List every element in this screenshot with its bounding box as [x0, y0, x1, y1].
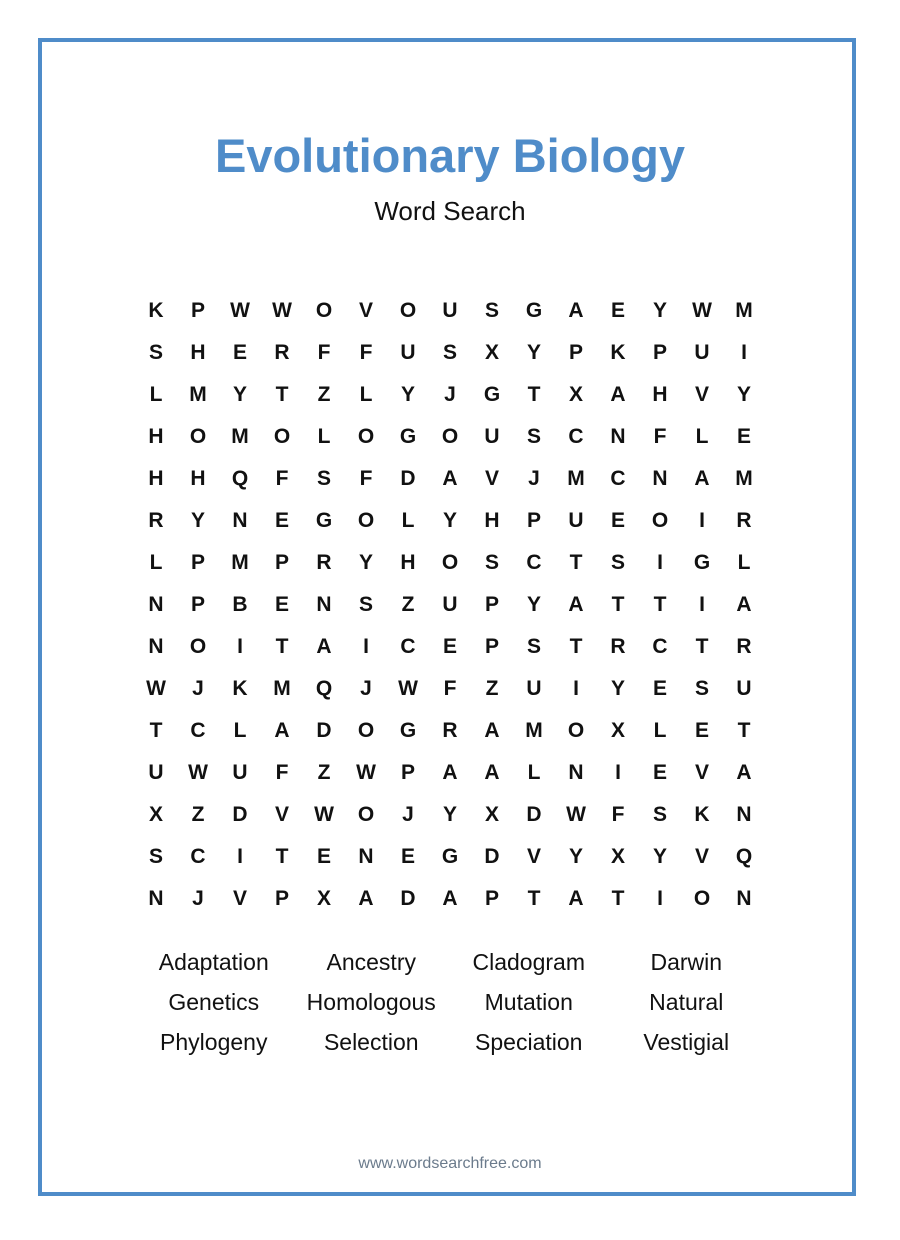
footer-url[interactable]: www.wordsearchfree.com — [358, 1155, 542, 1172]
grid-letter[interactable]: P — [190, 551, 205, 574]
grid-letter[interactable]: L — [233, 719, 247, 742]
grid-letter[interactable]: I — [699, 509, 705, 532]
grid-letter[interactable]: J — [528, 467, 540, 490]
page-subtitle: Word Search — [374, 196, 526, 226]
grid-letter[interactable]: R — [736, 635, 752, 658]
grid-letter[interactable]: Y — [442, 803, 457, 826]
grid-letter[interactable]: E — [610, 299, 625, 322]
grid-letter[interactable]: T — [695, 635, 709, 658]
grid-letter[interactable]: S — [526, 635, 541, 658]
grid-letter[interactable]: Q — [735, 845, 753, 868]
grid-letter[interactable]: I — [237, 635, 243, 658]
grid-letter[interactable]: Y — [232, 383, 247, 406]
grid-letter[interactable]: M — [231, 551, 249, 574]
grid-letter[interactable]: S — [526, 425, 541, 448]
grid-letter[interactable]: I — [741, 341, 747, 364]
grid-letter[interactable]: L — [401, 509, 415, 532]
word-list-item: Darwin — [650, 949, 723, 975]
grid-letter[interactable]: U — [232, 761, 248, 784]
grid-letter[interactable]: L — [737, 551, 751, 574]
grid-letter[interactable]: U — [568, 509, 584, 532]
grid-letter[interactable]: T — [611, 887, 625, 910]
grid-letter[interactable]: H — [484, 509, 500, 532]
grid-letter[interactable]: P — [484, 887, 499, 910]
grid-letter[interactable]: X — [316, 887, 331, 910]
grid-letter[interactable]: R — [736, 509, 752, 532]
grid-letter[interactable]: I — [237, 845, 243, 868]
grid-letter[interactable]: W — [566, 803, 586, 826]
grid-letter[interactable]: L — [149, 383, 163, 406]
grid-letter[interactable]: Z — [191, 803, 205, 826]
grid-letter[interactable]: Z — [317, 383, 331, 406]
grid-letter[interactable]: R — [610, 635, 626, 658]
grid-row — [135, 542, 765, 584]
grid-letter[interactable]: Y — [568, 845, 583, 868]
grid-letter[interactable]: P — [274, 887, 289, 910]
grid-letter[interactable]: H — [148, 467, 164, 490]
grid-letter[interactable]: N — [652, 467, 668, 490]
grid-letter[interactable]: C — [610, 467, 626, 490]
word-list-item: Mutation — [484, 989, 573, 1015]
grid-letter[interactable]: O — [567, 719, 585, 742]
grid-letter[interactable]: M — [189, 383, 207, 406]
grid-letter[interactable]: A — [358, 887, 374, 910]
grid-letter[interactable]: S — [652, 803, 667, 826]
grid-letter[interactable]: F — [275, 761, 289, 784]
grid-letter[interactable]: F — [317, 341, 331, 364]
grid-letter[interactable]: F — [653, 425, 667, 448]
grid-letter[interactable]: E — [400, 845, 415, 868]
grid-letter[interactable]: V — [526, 845, 541, 868]
grid-letter[interactable]: H — [652, 383, 668, 406]
grid-letter[interactable]: I — [657, 887, 663, 910]
grid-letter[interactable]: V — [694, 761, 709, 784]
grid-letter[interactable]: A — [442, 887, 458, 910]
grid-row — [135, 584, 765, 626]
grid-row — [135, 878, 765, 920]
grid-letter[interactable]: O — [189, 425, 207, 448]
grid-letter[interactable]: I — [363, 635, 369, 658]
grid-letter[interactable]: P — [568, 341, 583, 364]
grid-letter[interactable]: P — [484, 635, 499, 658]
grid-letter[interactable]: O — [441, 551, 459, 574]
grid-letter[interactable]: U — [484, 425, 500, 448]
grid-letter[interactable]: G — [693, 551, 711, 574]
grid-letter[interactable]: R — [274, 341, 290, 364]
grid-letter[interactable]: A — [484, 761, 500, 784]
grid-letter[interactable]: A — [736, 593, 752, 616]
grid-row — [135, 752, 765, 794]
grid-letter[interactable]: L — [359, 383, 373, 406]
grid-letter[interactable]: S — [484, 299, 499, 322]
grid-letter[interactable]: I — [615, 761, 621, 784]
grid-letter[interactable]: X — [484, 341, 499, 364]
grid-letter[interactable]: O — [357, 509, 375, 532]
grid-letter[interactable]: F — [275, 467, 289, 490]
grid-letter[interactable]: H — [400, 551, 416, 574]
grid-letter[interactable]: S — [148, 341, 163, 364]
grid-letter[interactable]: A — [736, 761, 752, 784]
grid-letter[interactable]: T — [611, 593, 625, 616]
grid-letter[interactable]: M — [231, 425, 249, 448]
grid-letter[interactable]: P — [652, 341, 667, 364]
grid-letter[interactable]: H — [190, 467, 206, 490]
grid-letter[interactable]: L — [653, 719, 667, 742]
grid-letter[interactable]: Y — [358, 551, 373, 574]
grid-letter[interactable]: L — [149, 551, 163, 574]
grid-row — [135, 500, 765, 542]
grid-letter[interactable]: Z — [317, 761, 331, 784]
grid-letter[interactable]: N — [358, 845, 374, 868]
grid-letter[interactable]: Y — [442, 509, 457, 532]
grid-letter[interactable]: P — [190, 299, 205, 322]
grid-letter[interactable]: K — [232, 677, 248, 700]
grid-letter[interactable]: O — [357, 803, 375, 826]
grid-letter[interactable]: Y — [610, 677, 625, 700]
grid-letter[interactable]: A — [484, 719, 500, 742]
grid-letter[interactable]: J — [444, 383, 456, 406]
grid-letter[interactable]: A — [568, 299, 584, 322]
grid-letter[interactable]: V — [694, 845, 709, 868]
grid-letter[interactable]: U — [442, 593, 458, 616]
grid-row — [135, 668, 765, 710]
grid-letter[interactable]: X — [610, 845, 625, 868]
grid-letter[interactable]: T — [275, 845, 289, 868]
grid-letter[interactable]: S — [316, 467, 331, 490]
grid-letter[interactable]: W — [146, 677, 166, 700]
word-list-item: Genetics — [168, 989, 260, 1015]
grid-letter[interactable]: P — [526, 509, 541, 532]
grid-row — [135, 626, 765, 668]
grid-letter[interactable]: A — [694, 467, 710, 490]
grid-letter[interactable]: L — [317, 425, 331, 448]
grid-letter[interactable]: D — [232, 803, 248, 826]
grid-letter[interactable]: N — [148, 887, 164, 910]
grid-letter[interactable]: R — [316, 551, 332, 574]
grid-row — [135, 374, 765, 416]
grid-letter[interactable]: A — [316, 635, 332, 658]
grid-letter[interactable]: K — [148, 299, 164, 322]
grid-letter[interactable]: F — [611, 803, 625, 826]
grid-letter[interactable]: F — [359, 341, 373, 364]
grid-letter[interactable]: M — [567, 467, 585, 490]
grid-row — [135, 416, 765, 458]
grid-letter[interactable]: V — [358, 299, 373, 322]
grid-letter[interactable]: G — [441, 845, 459, 868]
grid-letter[interactable]: E — [610, 509, 625, 532]
grid-letter[interactable]: D — [316, 719, 332, 742]
grid-row — [135, 836, 765, 878]
grid-letter[interactable]: E — [274, 509, 289, 532]
grid-letter[interactable]: N — [232, 509, 248, 532]
grid-letter[interactable]: C — [190, 845, 206, 868]
grid-letter[interactable]: O — [273, 425, 291, 448]
grid-letter[interactable]: W — [314, 803, 334, 826]
grid-letter[interactable]: S — [610, 551, 625, 574]
grid-letter[interactable]: O — [357, 719, 375, 742]
grid-letter[interactable]: A — [568, 887, 584, 910]
grid-letter[interactable]: O — [315, 299, 333, 322]
grid-letter[interactable]: E — [652, 761, 667, 784]
grid-letter[interactable]: Q — [231, 467, 249, 490]
word-list-item: Adaptation — [158, 949, 269, 975]
grid-letter[interactable]: O — [441, 425, 459, 448]
grid-letter[interactable]: D — [400, 887, 416, 910]
grid-letter[interactable]: Q — [315, 677, 333, 700]
grid-letter[interactable]: G — [399, 719, 417, 742]
word-list-item: Ancestry — [326, 949, 416, 975]
grid-letter[interactable]: S — [484, 551, 499, 574]
grid-letter[interactable]: I — [699, 593, 705, 616]
grid-letter[interactable]: H — [190, 341, 206, 364]
word-list-item: Vestigial — [643, 1029, 730, 1055]
grid-letter[interactable]: W — [188, 761, 208, 784]
grid-letter[interactable]: S — [442, 341, 457, 364]
letter-grid — [135, 290, 765, 920]
grid-row — [135, 290, 765, 332]
grid-letter[interactable]: T — [275, 383, 289, 406]
grid-letter[interactable]: V — [274, 803, 289, 826]
word-list-item: Speciation — [475, 1029, 583, 1055]
grid-letter[interactable]: M — [273, 677, 291, 700]
grid-letter[interactable]: Y — [652, 845, 667, 868]
grid-letter[interactable]: V — [232, 887, 247, 910]
grid-letter[interactable]: U — [736, 677, 752, 700]
grid-letter[interactable]: T — [527, 383, 541, 406]
grid-letter[interactable]: T — [569, 635, 583, 658]
word-list-item: Natural — [649, 989, 724, 1015]
grid-letter[interactable]: D — [400, 467, 416, 490]
grid-letter[interactable]: S — [694, 677, 709, 700]
grid-letter[interactable]: E — [736, 425, 751, 448]
grid-letter[interactable]: E — [232, 341, 247, 364]
grid-letter[interactable]: F — [443, 677, 457, 700]
grid-letter[interactable]: G — [399, 425, 417, 448]
grid-letter[interactable]: M — [525, 719, 543, 742]
grid-letter[interactable]: O — [651, 509, 669, 532]
grid-letter[interactable]: U — [400, 341, 416, 364]
grid-letter[interactable]: O — [189, 635, 207, 658]
grid-letter[interactable]: M — [735, 299, 753, 322]
grid-letter[interactable]: W — [398, 677, 418, 700]
grid-letter[interactable]: A — [442, 761, 458, 784]
grid-row — [135, 710, 765, 752]
grid-letter[interactable]: G — [525, 299, 543, 322]
grid-letter[interactable]: J — [192, 677, 204, 700]
grid-letter[interactable]: E — [442, 635, 457, 658]
grid-letter[interactable]: T — [653, 593, 667, 616]
grid-letter[interactable]: O — [399, 299, 417, 322]
grid-letter[interactable]: Y — [652, 299, 667, 322]
grid-letter[interactable]: X — [484, 803, 499, 826]
grid-letter[interactable]: V — [484, 467, 499, 490]
grid-letter[interactable]: Y — [400, 383, 415, 406]
grid-letter[interactable]: A — [442, 467, 458, 490]
grid-letter[interactable]: T — [527, 887, 541, 910]
grid-letter[interactable]: S — [148, 845, 163, 868]
grid-letter[interactable]: O — [693, 887, 711, 910]
grid-letter[interactable]: L — [695, 425, 709, 448]
grid-letter[interactable]: S — [358, 593, 373, 616]
grid-letter[interactable]: I — [657, 551, 663, 574]
grid-letter[interactable]: C — [652, 635, 668, 658]
grid-letter[interactable]: R — [148, 509, 164, 532]
grid-letter[interactable]: W — [230, 299, 250, 322]
grid-letter[interactable]: N — [736, 887, 752, 910]
grid-letter[interactable]: R — [442, 719, 458, 742]
grid-letter[interactable]: P — [484, 593, 499, 616]
grid-letter[interactable]: P — [190, 593, 205, 616]
grid-letter[interactable]: J — [360, 677, 372, 700]
grid-letter[interactable]: A — [274, 719, 290, 742]
grid-letter[interactable]: O — [357, 425, 375, 448]
word-list-item: Homologous — [306, 989, 436, 1015]
grid-letter[interactable]: E — [694, 719, 709, 742]
grid-letter[interactable]: X — [610, 719, 625, 742]
grid-letter[interactable]: N — [568, 761, 584, 784]
grid-letter[interactable]: Y — [736, 383, 751, 406]
page-title: Evolutionary Biology — [214, 129, 686, 182]
grid-letter[interactable]: N — [316, 593, 332, 616]
grid-letter[interactable]: E — [652, 677, 667, 700]
word-list-item: Cladogram — [472, 949, 585, 975]
grid-letter[interactable]: H — [148, 425, 164, 448]
grid-letter[interactable]: W — [272, 299, 292, 322]
grid-letter[interactable]: P — [274, 551, 289, 574]
grid-letter[interactable]: F — [359, 467, 373, 490]
grid-letter[interactable]: D — [484, 845, 500, 868]
grid-letter[interactable]: U — [148, 761, 164, 784]
grid-letter[interactable]: G — [483, 383, 501, 406]
grid-letter[interactable]: Z — [401, 593, 415, 616]
grid-letter[interactable]: Y — [526, 341, 541, 364]
grid-letter[interactable]: N — [736, 803, 752, 826]
grid-letter[interactable]: G — [315, 509, 333, 532]
grid-letter[interactable]: U — [526, 677, 542, 700]
grid-letter[interactable]: B — [232, 593, 248, 616]
grid-letter[interactable]: C — [526, 551, 542, 574]
grid-letter[interactable]: Z — [485, 677, 499, 700]
grid-letter[interactable]: K — [694, 803, 710, 826]
grid-letter[interactable]: N — [610, 425, 626, 448]
grid-letter[interactable]: C — [400, 635, 416, 658]
grid-letter[interactable]: E — [316, 845, 331, 868]
grid-letter[interactable]: E — [274, 593, 289, 616]
grid-letter[interactable]: P — [400, 761, 415, 784]
grid-letter[interactable]: T — [275, 635, 289, 658]
grid-letter[interactable]: N — [148, 635, 164, 658]
grid-letter[interactable]: D — [526, 803, 542, 826]
grid-letter[interactable]: X — [568, 383, 583, 406]
grid-letter[interactable]: J — [402, 803, 414, 826]
grid-letter[interactable]: Y — [526, 593, 541, 616]
grid-letter[interactable]: U — [442, 299, 458, 322]
grid-letter[interactable]: I — [573, 677, 579, 700]
grid-letter[interactable]: C — [568, 425, 584, 448]
grid-row — [135, 458, 765, 500]
grid-row — [135, 794, 765, 836]
grid-row — [135, 332, 765, 374]
grid-letter[interactable]: W — [692, 299, 712, 322]
grid-letter[interactable]: A — [568, 593, 584, 616]
grid-letter[interactable]: C — [190, 719, 206, 742]
word-list-item: Phylogeny — [160, 1029, 268, 1055]
grid-letter[interactable]: N — [148, 593, 164, 616]
grid-letter[interactable]: U — [694, 341, 710, 364]
grid-letter[interactable]: V — [694, 383, 709, 406]
word-list-item: Selection — [323, 1029, 419, 1055]
grid-letter[interactable]: X — [148, 803, 163, 826]
grid-letter[interactable]: L — [527, 761, 541, 784]
grid-letter[interactable]: K — [610, 341, 626, 364]
grid-letter[interactable]: T — [149, 719, 163, 742]
grid-letter[interactable]: A — [610, 383, 626, 406]
grid-letter[interactable]: T — [569, 551, 583, 574]
grid-letter[interactable]: M — [735, 467, 753, 490]
grid-letter[interactable]: Y — [190, 509, 205, 532]
grid-letter[interactable]: J — [192, 887, 204, 910]
grid-letter[interactable]: T — [737, 719, 751, 742]
grid-letter[interactable]: W — [356, 761, 376, 784]
word-list — [135, 942, 765, 1062]
